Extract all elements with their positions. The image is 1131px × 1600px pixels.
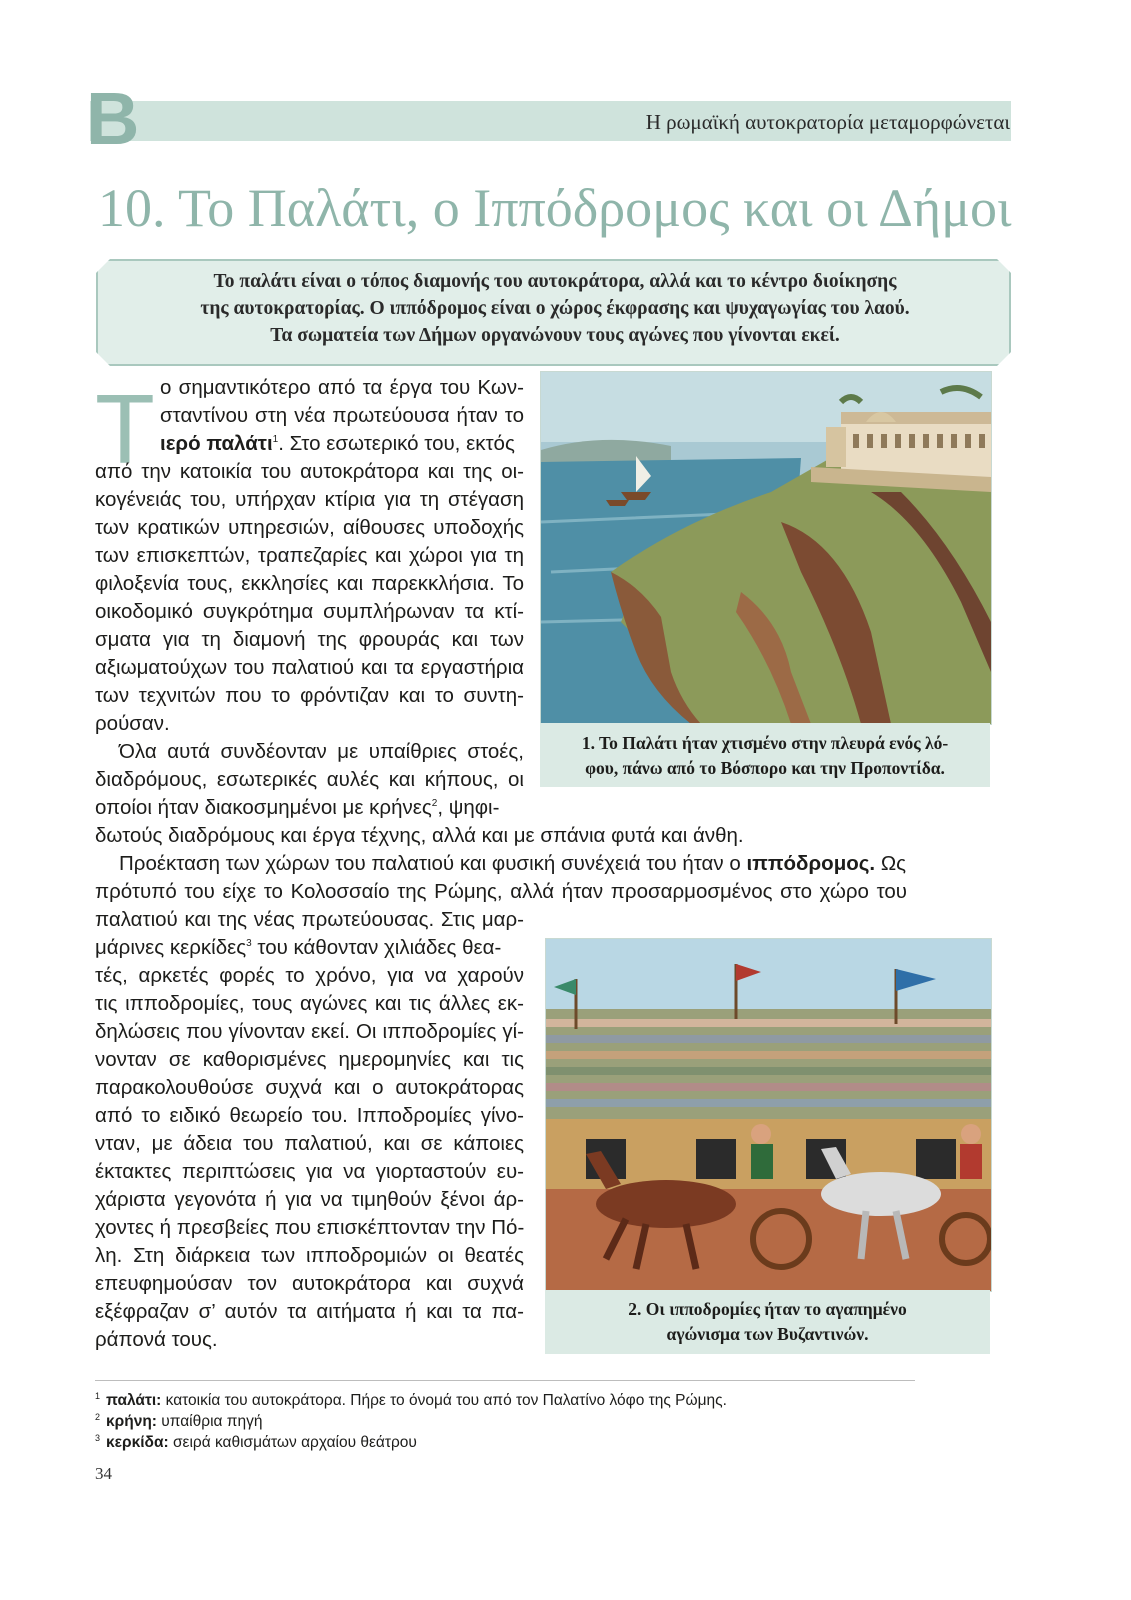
summary-text — [130, 268, 980, 349]
body-line: δωτούς διαδρόμους και έργα τέχνης, αλλά και με σπάνια φυτά και άνθη. — [95, 824, 744, 847]
body-line: από το ειδικό θεωρείο του. Ιπποδρομίες γίνο- — [95, 1104, 524, 1127]
body-fragment: , ψηφι- — [437, 796, 500, 819]
body-line — [119, 852, 906, 876]
palace-painting — [541, 372, 991, 724]
body-line: σματα για τη διαμονή της φρουράς και των — [95, 628, 524, 651]
footnote-text: σειρά καθισμάτων αρχαίου θεάτρου — [168, 1434, 417, 1451]
caption-line: 1. Το Παλάτι ήταν χτισμένο στην πλευρά ενός λό- — [581, 733, 949, 753]
body-line: επευφημούσαν τον αυτοκράτορα και συχνά — [95, 1272, 524, 1295]
footnote-text: υπαίθρια πηγή — [156, 1413, 263, 1430]
term-ieron-palati: ιερό παλάτι — [160, 432, 273, 455]
body-line: από την κατοικία του αυτοκράτορα και της οι- — [95, 460, 524, 483]
figure1-illustration — [540, 371, 992, 725]
footnote — [95, 1427, 417, 1454]
body-fragment: Προέκταση των χώρων του παλατιού και φυσική συνέχειά του ήταν ο — [119, 852, 747, 875]
footnote-ref: 1 — [272, 434, 279, 446]
running-head: Η ρωμαϊκή αυτοκρατορία μεταμορφώνεται — [645, 110, 1010, 134]
hippodrome-painting — [546, 939, 991, 1291]
section-letter: B — [86, 77, 138, 160]
body-line: εξέφραζαν σ’ αυτόν τα αιτήματα ή και τα πα- — [95, 1300, 524, 1323]
body-line — [160, 432, 515, 456]
body-line: ράπονά τους. — [95, 1328, 218, 1351]
body-line: παλατιού και της νέας πρωτεύουσας. Στις μαρ- — [95, 908, 524, 931]
body-line: νταν, με άδεια του παλατιού, και σε κάποιες — [95, 1132, 524, 1155]
footnote-text: κατοικία του αυτοκράτορα. Πήρε το όνομά του από τον Παλατίνο λόφο της Ρώμης. — [161, 1392, 727, 1409]
body-line: Όλα αυτά συνδέονταν με υπαίθριες στοές, — [119, 740, 524, 763]
body-fragment: . Στο εσωτερικό του, εκτός — [278, 432, 515, 455]
footnote-number: 3 — [95, 1433, 101, 1443]
body-line: αξιωματούχων του παλατιού και τα εργαστήρια — [95, 656, 524, 679]
body-fragment: του κάθονταν χιλιάδες θεα- — [251, 936, 502, 959]
body-line: τις ιπποδρομίες, τους αγώνες και τις άλλες εκ- — [95, 992, 524, 1015]
page-number: 34 — [95, 1464, 112, 1483]
body-line: ρούσαν. — [95, 712, 170, 735]
footnote-ref: 2 — [431, 798, 438, 810]
summary-line: της αυτοκρατορίας. Ο ιππόδρομος είναι ο χώρος έκφρασης και ψυχαγωγίας του λαού. — [200, 298, 910, 319]
body-line: λη. Στη διάρκεια των ιπποδρομιών οι θεατές — [95, 1244, 524, 1267]
body-line: πρότυπό του είχε το Κολοσσαίο της Ρώμης, αλλά ήταν προσαρμοσμένος στο χώρο του — [95, 880, 907, 903]
footnote-term: κρήνη: — [106, 1413, 157, 1430]
body-line: νονταν σε καθορισμένες ημερομηνίες και τις — [95, 1048, 524, 1071]
body-line: ο σημαντικότερο από τα έργα του Κων- — [160, 376, 524, 399]
footnote-term: κερκίδα: — [106, 1434, 169, 1451]
body-line: των κρατικών υπηρεσιών, αίθουσες υποδοχής — [95, 516, 524, 539]
caption-line: αγώνισμα των Βυζαντινών. — [666, 1324, 869, 1344]
footnote-number: 2 — [95, 1412, 101, 1422]
body-line: των επισκεπτών, τραπεζαρίες και χώροι για τη — [95, 544, 524, 567]
figure1-caption — [540, 731, 990, 781]
body-fragment: Ως — [875, 852, 907, 875]
body-line: σταντίνου στη νέα πρωτεύουσα ήταν το — [160, 404, 524, 427]
body-line — [95, 796, 499, 820]
body-fragment: μάρινες κερκίδες — [95, 936, 247, 959]
summary-line: Τα σωματεία των Δήμων οργανώνουν τους αγώνες που γίνονται εκεί. — [270, 325, 840, 346]
footnote-ref: 3 — [246, 938, 252, 950]
body-line: παρακολουθούσε συχνά και ο αυτοκράτορας — [95, 1076, 524, 1099]
footnote-number: 1 — [95, 1391, 101, 1401]
footnote-rule — [95, 1380, 915, 1381]
body-line: φιλοξενία τους, εκκλησίες και παρεκκλήσια. Το — [95, 572, 524, 595]
body-line: κογένειάς του, υπήρχαν κτίρια για τη στέγαση — [95, 488, 524, 511]
body-line: τές, αρκετές φορές το χρόνο, για να χαρούν — [95, 964, 524, 987]
figure2-illustration — [545, 938, 992, 1292]
caption-line: φου, πάνω από το Βόσπορο και την Προποντίδα. — [585, 758, 945, 778]
body-line: οικοδομικό συγκρότημα συμπλήρωναν τα κτί- — [95, 600, 524, 623]
body-line: χάριστα γεγονότα ή για να τιμηθούν ξένοι άρ- — [95, 1188, 524, 1211]
figure2-caption — [545, 1297, 990, 1347]
footnote-term: παλάτι: — [106, 1392, 162, 1409]
body-line: των τεχνιτών που το φρόντιζαν και το συντη- — [95, 684, 524, 707]
chapter-title: 10. Το Παλάτι, ο Ιππόδρομος και οι Δήμοι — [98, 178, 1012, 238]
body-line — [95, 936, 501, 960]
term-ippodromos: ιππόδρομος. — [746, 852, 876, 875]
body-line: έκτακτες περιπτώσεις για να γιορταστούν ευ- — [95, 1160, 524, 1183]
drop-cap: Τ — [95, 374, 155, 484]
caption-line: 2. Οι ιπποδρομίες ήταν το αγαπημένο — [628, 1299, 907, 1319]
summary-line: Το παλάτι είναι ο τόπος διαμονής του αυτοκράτορα, αλλά και το κέντρο διοίκησης — [213, 271, 897, 292]
body-line: χοντες ή πρεσβείες που επισκέπτονταν την Πό- — [95, 1216, 525, 1239]
body-line: διαδρόμους, εσωτερικές αυλές και κήπους, οι — [95, 768, 524, 791]
body-line: δηλώσεις που γίνονταν εκεί. Οι ιπποδρομίες γί- — [95, 1020, 524, 1043]
body-fragment: οποίοι ήταν διακοσμημένοι με κρήνες — [95, 796, 432, 819]
